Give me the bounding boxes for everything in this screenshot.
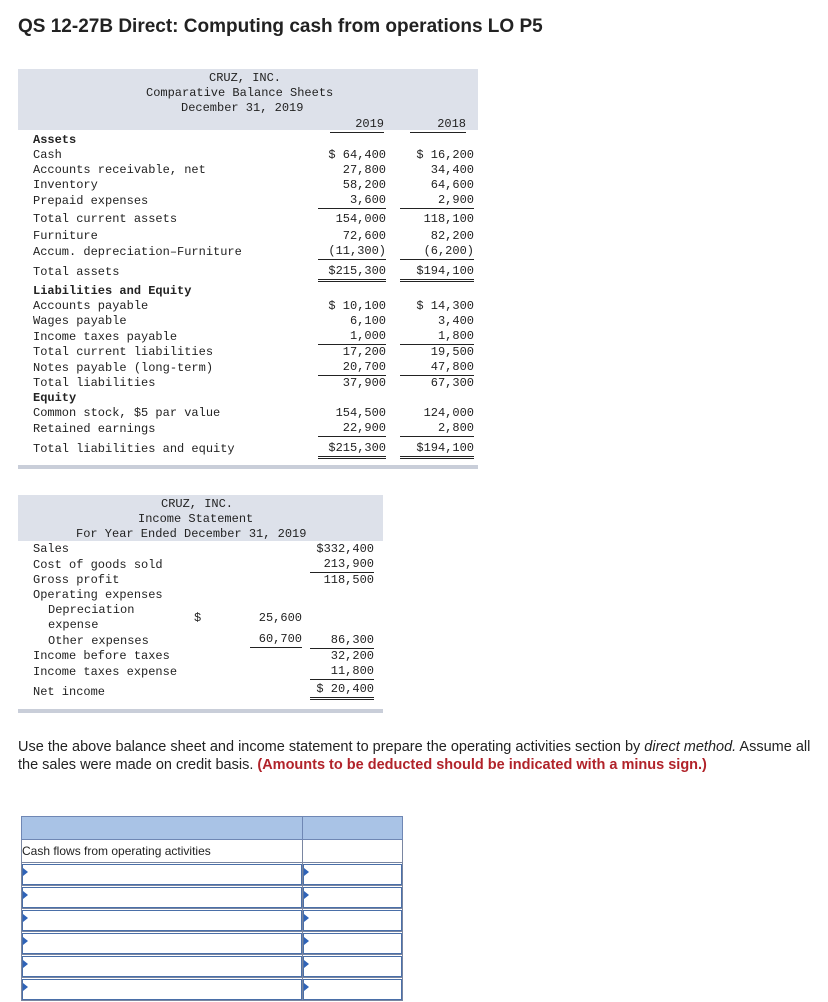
is-sales-label: Sales bbox=[33, 542, 70, 556]
bs-value-2018: $ 14,300 bbox=[416, 299, 474, 313]
bs-col-2018: 2018 bbox=[410, 117, 466, 133]
bs-value-2019: $215,300 bbox=[318, 264, 386, 282]
amount-input[interactable] bbox=[303, 910, 402, 931]
cash-flow-caption: Cash flows from operating activities bbox=[22, 840, 303, 863]
bs-value-2019: 20,700 bbox=[318, 360, 386, 376]
table-row bbox=[22, 955, 403, 978]
is-cogs-label: Cost of goods sold bbox=[33, 558, 163, 572]
bs-row-label: Equity bbox=[33, 391, 77, 405]
bs-row-label: Inventory bbox=[33, 178, 98, 192]
bs-value-2019: 154,000 bbox=[335, 212, 386, 226]
is-name: Income Statement bbox=[138, 512, 254, 526]
is-gross-label: Gross profit bbox=[33, 573, 120, 587]
bs-value-2018: $ 16,200 bbox=[416, 148, 474, 162]
is-dep-value: 25,600 bbox=[258, 611, 302, 625]
bs-row-label: Total assets bbox=[33, 265, 120, 279]
bs-date: December 31, 2019 bbox=[181, 101, 304, 115]
bs-value-2018: (6,200) bbox=[400, 244, 474, 260]
line-item-input[interactable] bbox=[22, 933, 302, 954]
is-tax-value: 11,800 bbox=[310, 664, 374, 680]
bs-row-label: Accounts payable bbox=[33, 299, 149, 313]
line-item-input[interactable] bbox=[22, 956, 302, 977]
bs-row-label: Notes payable (long-term) bbox=[33, 361, 214, 375]
bs-name: Comparative Balance Sheets bbox=[146, 86, 334, 100]
is-other-value: 60,700 bbox=[250, 632, 302, 648]
bs-value-2018: 3,400 bbox=[437, 314, 474, 328]
bs-value-2019: 3,600 bbox=[318, 193, 386, 209]
bs-row-label: Common stock, $5 par value bbox=[33, 406, 221, 420]
page-title: QS 12-27B Direct: Computing cash from operations LO P5 bbox=[18, 16, 543, 37]
amount-input[interactable] bbox=[303, 933, 402, 954]
bs-row-label: Accum. depreciation–Furniture bbox=[33, 245, 242, 259]
cash-flow-table bbox=[21, 816, 403, 1001]
amount-input[interactable] bbox=[303, 979, 402, 1000]
is-opex-label: Operating expenses bbox=[33, 588, 163, 602]
bs-row-label: Assets bbox=[33, 133, 77, 147]
is-ibt-value: 32,200 bbox=[330, 649, 374, 663]
bs-row-label: Accounts receivable, net bbox=[33, 163, 206, 177]
is-period: For Year Ended December 31, 2019 bbox=[76, 527, 307, 541]
is-divider bbox=[18, 709, 383, 713]
bs-value-2019: 6,100 bbox=[349, 314, 386, 328]
bs-row-label: Income taxes payable bbox=[33, 330, 178, 344]
amount-input[interactable] bbox=[303, 956, 402, 977]
bs-value-2018: 19,500 bbox=[430, 345, 474, 359]
bs-value-2018: 67,300 bbox=[430, 376, 474, 390]
bs-value-2018: 118,100 bbox=[423, 212, 474, 226]
bs-value-2018: 124,000 bbox=[423, 406, 474, 420]
is-dep-dollar: $ bbox=[194, 611, 202, 625]
instructions-text-b: Assume all the sales were made on credit basis. bbox=[18, 739, 811, 773]
bs-company: CRUZ, INC. bbox=[209, 71, 282, 85]
bs-row-label: Prepaid expenses bbox=[33, 194, 149, 208]
bs-row-label: Total current liabilities bbox=[33, 345, 214, 359]
is-dep-label-2: expense bbox=[48, 618, 99, 632]
bs-row-label: Total current assets bbox=[33, 212, 178, 226]
line-item-input[interactable] bbox=[22, 979, 302, 1000]
bs-row-label: Total liabilities and equity bbox=[33, 442, 235, 456]
bs-value-2018: 34,400 bbox=[430, 163, 474, 177]
is-net-label: Net income bbox=[33, 685, 106, 699]
bs-value-2019: 72,600 bbox=[342, 229, 386, 243]
bs-value-2018: $194,100 bbox=[400, 264, 474, 282]
table-row bbox=[22, 909, 403, 932]
instructions-emphasis: direct method. bbox=[644, 739, 737, 755]
bs-value-2019: 22,900 bbox=[318, 421, 386, 437]
bs-value-2019: $ 64,400 bbox=[328, 148, 386, 162]
is-tax-label: Income taxes expense bbox=[33, 665, 178, 679]
bs-value-2018: 64,600 bbox=[430, 178, 474, 192]
table-row bbox=[22, 863, 403, 886]
instructions-text-a: Use the above balance sheet and income statement to prepare the operating activities section by bbox=[18, 739, 645, 755]
is-net-value: $ 20,400 bbox=[310, 682, 374, 700]
bs-row-label: Liabilities and Equity bbox=[33, 284, 192, 298]
cash-flow-header-row bbox=[22, 817, 403, 840]
bs-divider bbox=[18, 465, 478, 469]
bs-value-2019: 17,200 bbox=[342, 345, 386, 359]
bs-value-2019: 27,800 bbox=[342, 163, 386, 177]
instructions bbox=[18, 738, 818, 774]
bs-value-2019: 58,200 bbox=[342, 178, 386, 192]
bs-col-2019: 2019 bbox=[330, 117, 384, 133]
line-item-input[interactable] bbox=[22, 864, 302, 885]
bs-row-label: Wages payable bbox=[33, 314, 127, 328]
line-item-input[interactable] bbox=[22, 887, 302, 908]
cash-flow-caption-row bbox=[22, 840, 403, 863]
bs-value-2019: (11,300) bbox=[318, 244, 386, 260]
bs-value-2018: 1,800 bbox=[400, 329, 474, 345]
is-ibt-label: Income before taxes bbox=[33, 649, 170, 663]
table-row bbox=[22, 886, 403, 909]
is-dep-label-1: Depreciation bbox=[48, 603, 135, 617]
amount-input[interactable] bbox=[303, 887, 402, 908]
is-other-label: Other expenses bbox=[48, 634, 149, 648]
table-row bbox=[22, 932, 403, 955]
bs-value-2019: 154,500 bbox=[335, 406, 386, 420]
bs-value-2019: 37,900 bbox=[342, 376, 386, 390]
is-opex-total: 86,300 bbox=[310, 633, 374, 649]
bs-row-label: Total liabilities bbox=[33, 376, 156, 390]
bs-value-2018: $194,100 bbox=[400, 441, 474, 459]
bs-value-2018: 82,200 bbox=[430, 229, 474, 243]
table-row bbox=[22, 978, 403, 1001]
bs-value-2019: $215,300 bbox=[318, 441, 386, 459]
line-item-input[interactable] bbox=[22, 910, 302, 931]
is-cogs-value: 213,900 bbox=[310, 557, 374, 573]
is-company: CRUZ, INC. bbox=[161, 497, 234, 511]
bs-row-label: Cash bbox=[33, 148, 62, 162]
bs-row-label: Furniture bbox=[33, 229, 98, 243]
bs-value-2018: 2,800 bbox=[400, 421, 474, 437]
bs-value-2018: 47,800 bbox=[400, 360, 474, 376]
instructions-note: (Amounts to be deducted should be indicated with a minus sign.) bbox=[257, 757, 707, 773]
bs-value-2019: 1,000 bbox=[318, 329, 386, 345]
amount-input[interactable] bbox=[303, 864, 402, 885]
bs-value-2018: 2,900 bbox=[400, 193, 474, 209]
is-gross-value: 118,500 bbox=[323, 573, 374, 587]
is-sales-value: $332,400 bbox=[316, 542, 374, 556]
bs-value-2019: $ 10,100 bbox=[328, 299, 386, 313]
bs-row-label: Retained earnings bbox=[33, 422, 156, 436]
